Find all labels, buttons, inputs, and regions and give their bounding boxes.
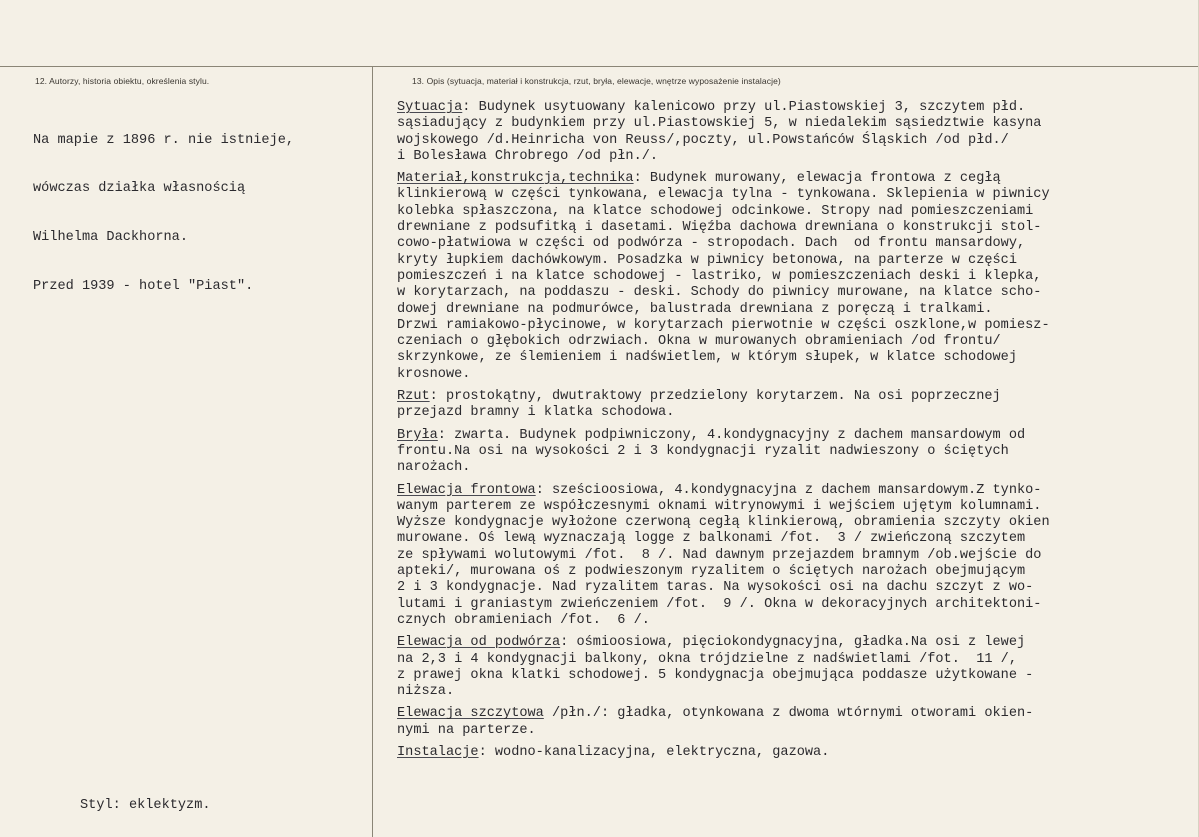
description-section xyxy=(397,635,1187,700)
description-line: Drzwi ramiakowo-płycinowe, w korytarzach pierwotnie w części oszklone,w pomiesz- xyxy=(397,317,1050,333)
description-section xyxy=(397,171,1187,383)
right-column-header: 13. Opis (sytuacja, materiał i konstrukcja, rzut, bryła, elewacje, wnętrze wyposażenie instalacje) xyxy=(412,76,781,86)
history-line: wówczas działka własnością xyxy=(33,181,246,197)
description-line: apteki/, murowana oś z podwieszonym ryzalitem o ściętych narożach obejmującym xyxy=(397,564,1026,580)
section-label: Rzut xyxy=(397,389,430,405)
description-line xyxy=(397,635,1187,651)
description-section xyxy=(397,100,1187,165)
description-line: z prawej okna klatki schodowej. 5 kondygnacja obejmująca poddasze użytkowane - xyxy=(397,667,1034,683)
description-line xyxy=(397,483,1187,499)
description-line xyxy=(397,745,1187,761)
description-line xyxy=(397,706,1187,722)
description-line: krosnowe. xyxy=(397,366,471,382)
description-line: cznych obramieniach /fot. 6 /. xyxy=(397,612,650,628)
section-label: Bryła xyxy=(397,427,438,443)
description-line: w korytarzach, na poddaszu - deski. Schody do piwnicy murowane, na klatce scho- xyxy=(397,285,1042,301)
description-line: przejazd bramny i klatka schodowa. xyxy=(397,405,675,421)
description-line: ze spływami wolutowymi /fot. 8 /. Nad dawnym przejazdem bramnym /ob.wejście do xyxy=(397,547,1042,563)
description-line xyxy=(397,100,1187,116)
history-line: Przed 1939 - hotel "Piast". xyxy=(33,279,254,295)
description-section xyxy=(397,706,1187,739)
description-section xyxy=(397,389,1187,422)
description-line xyxy=(397,428,1187,444)
section-label: Materiał,konstrukcja,technika xyxy=(397,171,634,187)
section-label: Sytuacja xyxy=(397,100,463,115)
description-line xyxy=(397,171,1187,187)
section-text: /płn./: gładka, otynkowana z dwoma wtórnymi otworami okien- xyxy=(543,706,1034,722)
description-line: narożach. xyxy=(397,460,471,476)
section-label: Elewacja od podwórza xyxy=(397,635,561,651)
description-section xyxy=(397,745,1187,761)
description-line: Wyższe kondygnacje wyłożone czerwoną cegłą klinkierową, obramienia szczyty okien xyxy=(397,515,1050,531)
description-line: drewniane z podsufitką i dasetami. Więźba dachowa drewniana o konstrukcji stol- xyxy=(397,220,1042,236)
section-text: : zwarta. Budynek podpiwniczony, 4.kondygnacyjny z dachem mansardowym od xyxy=(437,427,1026,443)
section-label: Elewacja szczytowa xyxy=(397,706,544,722)
description-section xyxy=(397,428,1187,477)
section-text: : ośmioosiowa, pięciokondygnacyjna, gładka.Na osi z lewej xyxy=(560,635,1026,651)
style-note: Styl: eklektyzm. xyxy=(80,798,211,813)
left-column-header: 12. Autorzy, historia obiektu, określenia stylu. xyxy=(35,76,210,86)
description-line: lutami i graniastym zwieńczeniem /fot. 9 /. Okna w dekoracyjnych architektoni- xyxy=(397,596,1042,612)
history-line: Wilhelma Dackhorna. xyxy=(33,230,188,246)
description-line: wanym parterem ze współczesnymi oknami witrynowymi i wejściem ujętym kolumnami. xyxy=(397,498,1042,514)
description-line: skrzynkowe, ze ślemieniem i nadświetlem, w którym słupek, w klatce schodowej xyxy=(397,350,1017,366)
description-line: sąsiadujący z budynkiem przy ul.Piastowskiej 5, w niedalekim sąsiedztwie kasyna xyxy=(397,116,1042,132)
description-line: frontu.Na osi na wysokości 2 i 3 kondygnacji ryzalit nadwieszony o ściętych xyxy=(397,443,1009,459)
column-divider xyxy=(372,66,373,837)
description-line: nymi na parterze. xyxy=(397,722,536,738)
description-line: kolebka spłaszczona, na klatce schodowej odcinkowe. Stropy nad pomieszczeniami xyxy=(397,203,1034,219)
description-line: kryty łupkiem dachówkowym. Posadzka w piwnicy betonowa, na parterze w części xyxy=(397,252,1017,268)
description-line: wojskowego /d.Heinricha von Reuss/,poczty, ul.Powstańców Śląskich /od płd./ xyxy=(397,132,1009,148)
description-line: murowane. Oś lewą wyznaczają logge z balkonami /fot. 3 / zwieńczoną szczytem xyxy=(397,531,1026,547)
description-line: cowo-płatwiowa w części od podwórza - stropodach. Dach od frontu mansardowy, xyxy=(397,236,1026,252)
description-line xyxy=(397,389,1187,405)
history-line: Na mapie z 1896 r. nie istnieje, xyxy=(33,132,295,148)
section-text: : wodno-kanalizacyjna, elektryczna, gazowa. xyxy=(478,744,830,760)
description-line: 2 i 3 kondygnacje. Nad ryzalitem taras. Na wysokości osi na dachu szczyt z wo- xyxy=(397,580,1034,596)
description-line: klinkierową w części tynkowana, elewacja tylna - tynkowana. Sklepienia w piwnicy xyxy=(397,187,1050,203)
section-label: Elewacja frontowa xyxy=(397,482,536,498)
section-text: : sześcioosiowa, 4.kondygnacyjna z dachem mansardowym.Z tynko- xyxy=(535,482,1042,498)
description-section xyxy=(397,483,1187,630)
description-line: niższa. xyxy=(397,684,455,700)
section-text: : prostokątny, dwutraktowy przedzielony korytarzem. Na osi poprzecznej xyxy=(429,389,1001,405)
description-line: i Bolesława Chrobrego /od płn./. xyxy=(397,148,659,164)
description-line: na 2,3 i 4 kondygnacji balkony, okna trójdzielne z nadświetlami /fot. 11 /, xyxy=(397,651,1017,667)
description-text xyxy=(397,100,1187,767)
section-text: : Budynek murowany, elewacja frontowa z cegłą xyxy=(633,171,1001,187)
description-line: pomieszczeń i na klatce schodowej - lastriko, w pomieszczeniach deski i klepka, xyxy=(397,268,1042,284)
history-text xyxy=(33,100,294,328)
section-text: : Budynek usytuowany kalenicowo przy ul.Piastowskiej 3, szczytem płd. xyxy=(462,100,1026,115)
section-label: Instalacje xyxy=(397,744,479,760)
description-line: czeniach o głębokich odrzwiach. Okna w murowanych obramieniach /od frontu/ xyxy=(397,334,1001,350)
description-line: dowej drewniane na podmurówce, balustrada drewniana z poręczą i tralkami. xyxy=(397,301,993,317)
header-rule xyxy=(0,66,1198,67)
